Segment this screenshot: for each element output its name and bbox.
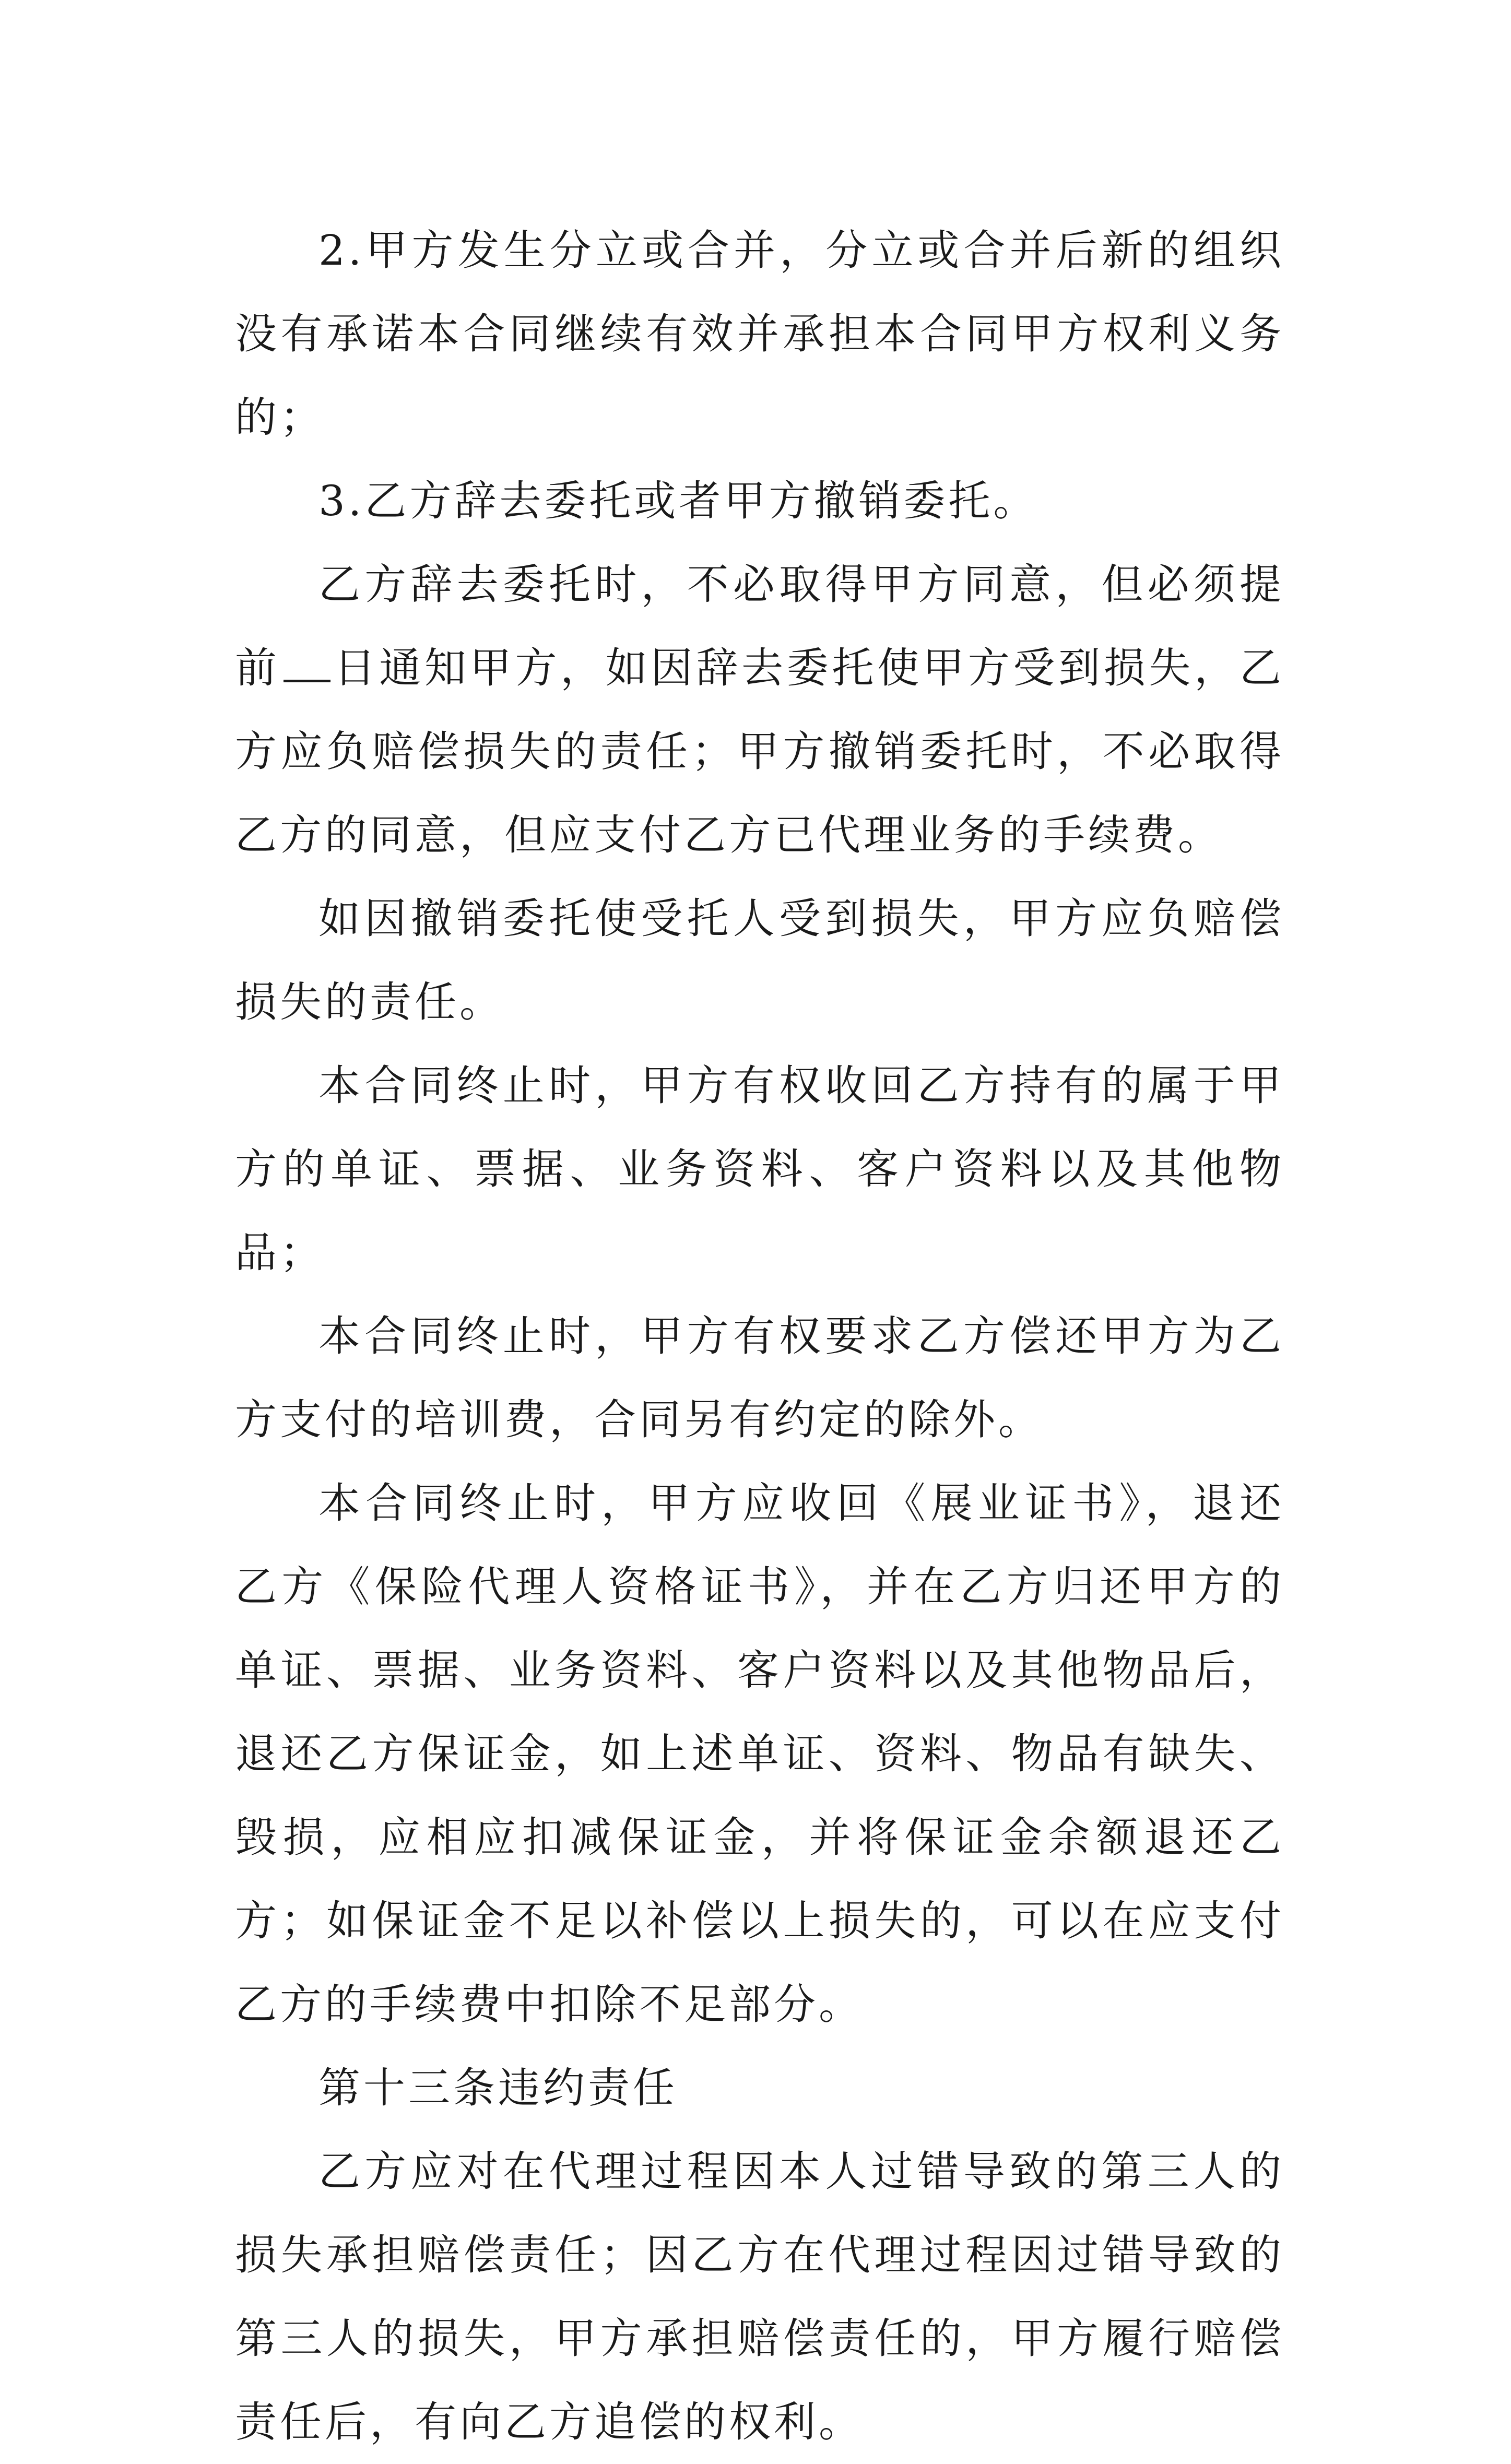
document-body: [235, 209, 1284, 2464]
article-13-heading: 第十三条违约责任: [318, 2064, 678, 2112]
termination-certificates-deposit-paragraph: 本合同终止时，甲方应收回《展业证书》，退还乙方《保险代理人资格证书》，并在乙方归还甲方的单证、票据、业务资料、客户资料以及其他物品后，退还乙方保证金，如上述单证、资料、物品有缺失、毁损，应相应扣减保证金，并将保证金余额退还乙方；如保证金不足以补偿以上损失的，可以在应支付乙方的手续费中扣除不足部分。: [235, 1479, 1284, 2029]
clause-resign-revoke: 3.乙方辞去委托或者甲方撤销委托。: [318, 477, 1038, 525]
resignation-text-before: 乙方辞去委托时，不必取得甲方同意，但必须提前: [235, 560, 1284, 692]
termination-return-materials-paragraph: 本合同终止时，甲方有权收回乙方持有的属于甲方的单证、票据、业务资料、客户资料以及其他物品；: [235, 1061, 1284, 1277]
breach-liability-paragraph: 乙方应对在代理过程因本人过错导致的第三人的损失承担赔偿责任；因乙方在代理过程因过错导致的第三人的损失，甲方承担赔偿责任的，甲方履行赔偿责任后，有向乙方追偿的权利。: [235, 2147, 1284, 2446]
days-blank-field: [284, 643, 330, 682]
revocation-loss-paragraph: 如因撤销委托使受托人受到损失，甲方应负赔偿损失的责任。: [235, 894, 1284, 1026]
resignation-notice-paragraph: [235, 543, 1284, 877]
resignation-text-after: 日通知甲方，如因辞去委托使甲方受到损失，乙方应负赔偿损失的责任；甲方撤销委托时，不必取得乙方的同意，但应支付乙方已代理业务的手续费。: [235, 644, 1285, 859]
termination-training-fee-paragraph: 本合同终止时，甲方有权要求乙方偿还甲方为乙方支付的培训费，合同另有约定的除外。: [235, 1312, 1284, 1444]
clause-split-merge: 2.甲方发生分立或合并，分立或合并后新的组织没有承诺本合同继续有效并承担本合同甲方权利义务的；: [235, 226, 1284, 442]
